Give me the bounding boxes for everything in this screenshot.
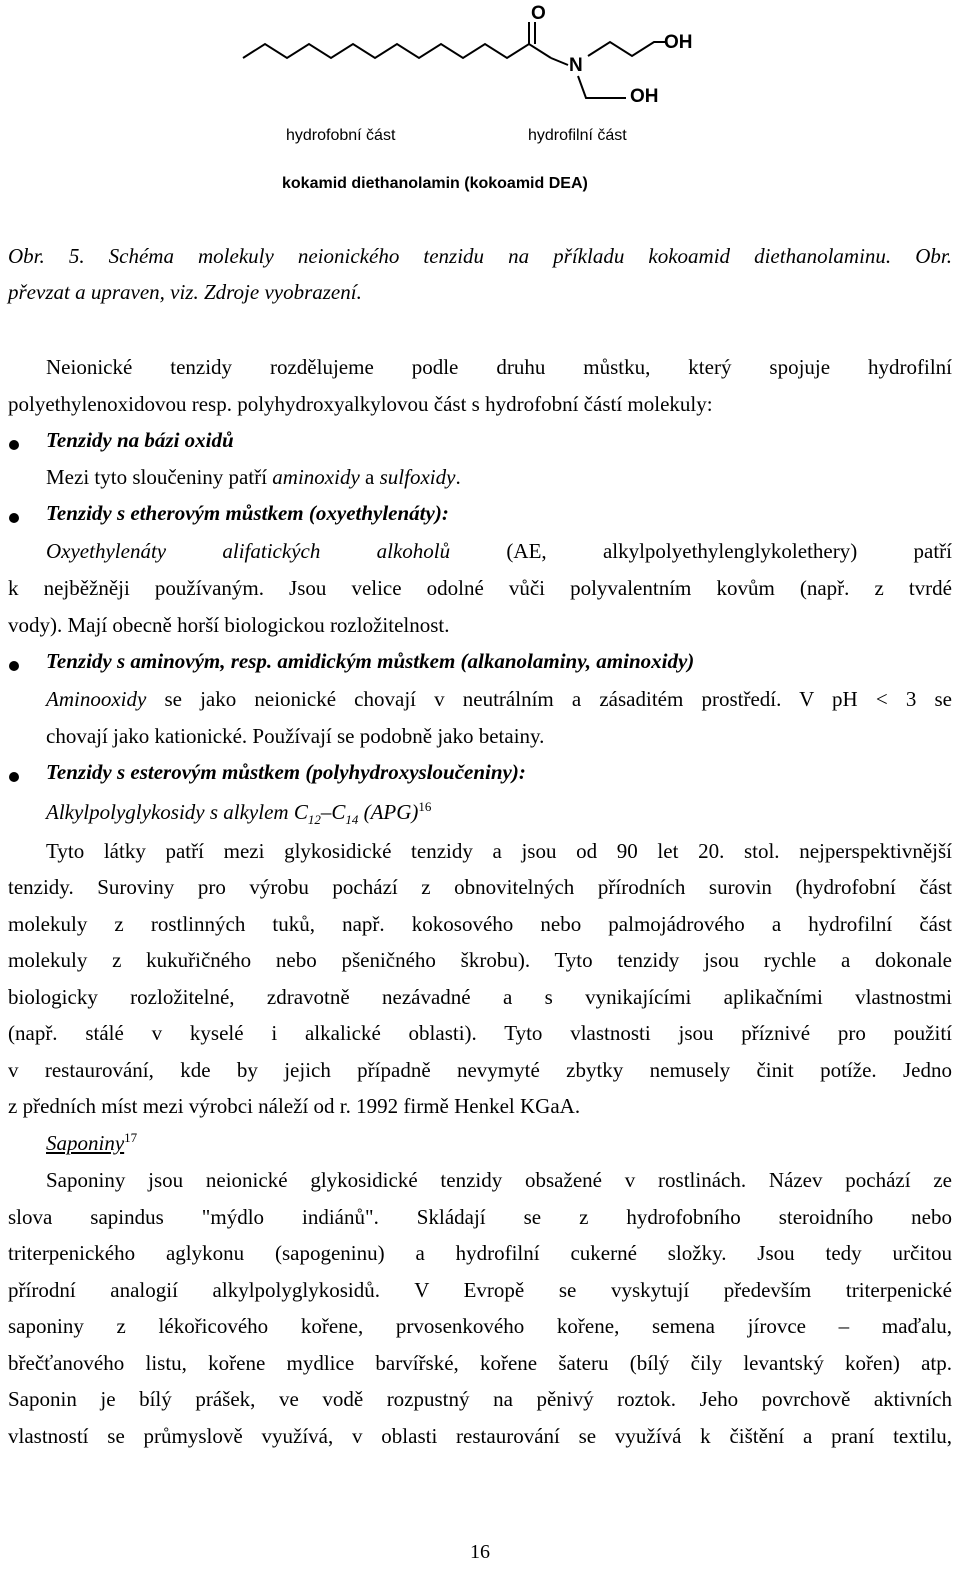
ester-line-last: z předních míst mezi výrobci náleží od r. 1992 firmě Henkel KGaA. <box>8 1094 581 1118</box>
atom-hydroxyl-upper: OH <box>664 32 693 53</box>
label-hydrophilic-part: hydrofilní část <box>528 127 627 144</box>
heading-ester: Tenzidy s esterovým můstkem (polyhydroxysloučeniny): <box>46 760 526 784</box>
saponins-line-7: vlastností se průmyslově využívá, v oblasti restaurování se využívá k čištění a praní textilu, <box>8 1424 952 1448</box>
amine-line-1: Aminooxidy se jako neionické chovají v neutrálním a zásaditém prostředí. V pH < 3 se <box>46 687 952 711</box>
ether-line-3: vody). Mají obecně horší biologickou rozložitelnost. <box>8 613 450 637</box>
figure-title: kokamid diethanolamin (kokoamid DEA) <box>282 175 588 192</box>
atom-oxygen: O <box>531 3 546 24</box>
bullet-icon <box>9 661 19 671</box>
ester-line-2: molekuly z rostlinných tuků, např. kokosového nebo palmojádrového a hydrofilní část <box>8 912 952 936</box>
intro-line-1: Neionické tenzidy rozdělujeme podle druhu můstku, který spojuje hydrofilní <box>46 355 952 379</box>
ester-line-0: Tyto látky patří mezi glykosidické tenzidy a jsou od 90 let 20. stol. nejperspektivnější <box>46 839 952 863</box>
ester-line-1: tenzidy. Suroviny pro výrobu pochází z obnovitelných přírodních surovin (hydrofobní část <box>8 875 952 899</box>
molecule-structure-drawing <box>0 0 960 200</box>
bullet-icon <box>9 440 19 450</box>
heading-amine: Tenzidy s aminovým, resp. amidickým můstkem (alkanolaminy, aminoxidy) <box>46 649 695 673</box>
saponins-line-3: přírodní analogií alkylpolyglykosidů. V Evropě se vyskytují především triterpenické <box>8 1278 952 1302</box>
atom-hydroxyl-lower: OH <box>630 86 659 107</box>
heading-saponins: Saponiny$^{17}$ <box>46 1130 138 1155</box>
ether-line-2: k nejběžněji používaným. Jsou velice odolné vůči polyvalentním kovům (např. z tvrdé <box>8 576 952 600</box>
ester-line-4: biologicky rozložitelné, zdravotně nezávadné a s vynikajícími aplikačními vlastnostmi <box>8 985 952 1009</box>
page-number: 16 <box>470 1541 490 1563</box>
molecule-figure <box>0 0 960 200</box>
saponins-line-5: břečťanového listu, kořene mydlice barvířské, kořene šateru (bílý čily levantský kořen) atp. <box>8 1351 952 1375</box>
atom-nitrogen: N <box>569 55 583 76</box>
figure-caption-line-2: převzat a upraven, viz. Zdroje vyobrazení. <box>8 280 362 304</box>
amine-line-2: chovají jako kationické. Používají se podobně jako betainy. <box>46 724 545 748</box>
bullet-icon <box>9 772 19 782</box>
saponins-line-4: saponiny z lékořicového kořene, prvosenkového kořene, semena jírovce – maďalu, <box>8 1314 952 1338</box>
figure-caption-line-1: Obr. 5. Schéma molekuly neionického tenzidu na příkladu kokoamid diethanolaminu. Obr. <box>8 244 952 268</box>
ester-line-3: molekuly z kukuřičného nebo pšeničného škrobu). Tyto tenzidy jsou rychle a dokonale <box>8 948 952 972</box>
saponins-line-1: slova sapindus "mýdlo indiánů". Skládají se z hydrofobního steroidního nebo <box>8 1205 952 1229</box>
ether-line-1: Oxyethylenáty alifatických alkoholů (AE, alkylpolyethylenglykolethery) patří <box>46 539 952 563</box>
oxides-text: Mezi tyto sloučeniny patří aminoxidy a sulfoxidy. <box>46 465 461 489</box>
bullet-icon <box>9 513 19 523</box>
saponins-line-0: Saponiny jsou neionické glykosidické tenzidy obsažené v rostlinách. Název pochází ze <box>46 1168 952 1192</box>
ester-line-5: (např. stálé v kyselé i alkalické oblasti). Tyto vlastnosti jsou příznivé pro použití <box>8 1021 952 1045</box>
label-hydrophobic-part: hydrofobní část <box>286 127 396 144</box>
saponins-line-6: Saponin je bílý prášek, ve vodě rozpustný na pěnivý roztok. Jeho povrchově aktivních <box>8 1387 952 1411</box>
ester-subheading: Alkylpolyglykosidy s alkylem $C_{12}-C_{14}$ (APG)$^{16}$ <box>46 799 432 827</box>
saponins-line-2: triterpenického aglykonu (sapogeninu) a hydrofilní cukerné složky. Jsou tedy určitou <box>8 1241 952 1265</box>
heading-ether: Tenzidy s etherovým můstkem (oxyethylenáty): <box>46 501 449 525</box>
heading-oxides: Tenzidy na bázi oxidů <box>46 428 234 452</box>
intro-line-2: polyethylenoxidovou resp. polyhydroxyalkylovou část s hydrofobní částí molekuly: <box>8 392 713 416</box>
ester-line-6: v restaurování, kde by jejich případně nevymyté zbytky nemusely činit potíže. Jedno <box>8 1058 952 1082</box>
